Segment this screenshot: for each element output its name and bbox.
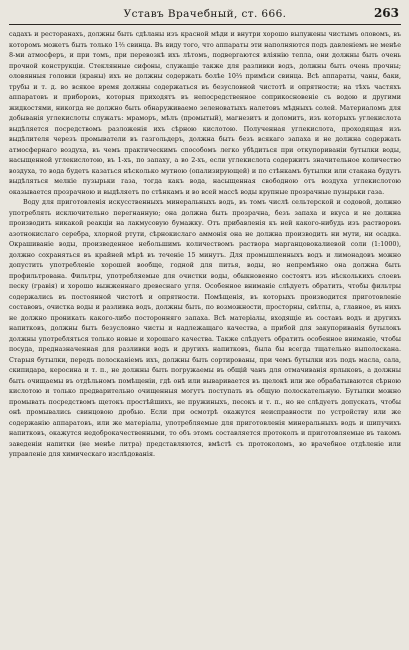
header-rule xyxy=(9,24,401,25)
running-title: Уставъ Врачебный, ст. 666. xyxy=(123,8,287,20)
paragraph-water-preparation: Воду для приготовленія искусственныхъ минеральныхъ водъ, въ томъ числѣ сельтерской и содовой, должно употреблять исключительно перегнанную; она должна быть прозрачна, безъ запаха и вкуса и не должна производить никакой реакціи на лакмусовую бумажку. Отъ прибавленія къ ней какого-нибудь изъ растворовъ азотнокислаго серебра, хлорной ртути, сѣрнокислаго аммонія она не должна производить ни мути, ни осадка. Окрашиваніе воды, произведенное небольшимъ количествомъ раствора марганцовокалиевой соли (1:1000), должно сохраняться въ крайней мѣрѣ въ теченіе 15 минутъ. Для промышленныхъ водъ и лимонадовъ можно допустить употребленіе хорошей вообще, годной для питья, воды, но непремѣнно она должна быть профильтрована. Фильтры, употребляемые для очистки воды, обыкновенно состоятъ изъ нѣсколькихъ слоевъ песку (гравія) и хорошо выжженнаго древеснаго угля. Особенное вниманіе слѣдуетъ обратить, чтобы фильтры содержались въ постоянной чистотѣ и опрятности. Помѣщенія, въ которыхъ производится приготовленіе составовъ, очистка воды и разливка водъ, должны быть, по возможности, просторны, свѣтлы, а, главное, въ нихъ не должно проникать какого-либо посторонняго запаха. Всѣ матеріалы, входящіе въ составъ водъ и другихъ напитковъ, должны быть безусловно чисты и надлежащаго качества, а прибой для закупориванія бутылокъ должны употребляться только новые и хорошаго качества. Также слѣдуетъ обратить особенное вниманіе, чтобы посуда, предназначенная для разливки водъ и другихъ напитковъ, была бы всегда тщательно выполоскана. Старыя бутылки, передъ полосканіемъ ихъ, должны быть сортированы, при чемъ бутылки изъ подъ масла, сала, скипидара, керосина и т. п., не должны быть погружаемы въ общій чанъ для отмачиванія ярлыковъ, а должны быть очищаемы въ отдѣльномъ помѣщеніи, гдѣ онѣ или вываривается въ щелокѣ или же обрабатываются сѣрною кислотою и только предварительно очищенныя могутъ поступать въ общую полоскательную. Бутылки можно промывать посредствомъ щетокъ простѣйшихъ, не пружиныхъ, песокъ и т. п., но не слѣдуетъ допускать, чтобы онѣ промывались свинцовою дробью. Если при осмотрѣ окажутся неисправности по устройству или же содержанію аппаратовъ, или же матеріалы, употребляемые для приготовленія минеральныхъ водъ и шипучихъ напитковъ, окажутся недоброкачественными, то объ этомъ составляется протоколъ и приготовляемые въ такомъ заведеніи напитки (не менѣе литра) представляются, вмѣстѣ съ протоколомъ, во врачебное отдѣленіе или управленіе для химическаго изслѣдованія. xyxy=(9,198,401,458)
paragraph-continued: садахъ и ресторанахъ, должны быть сдѣланы изъ красной мѣди и внутри хорошо вылужены чистымъ оловомъ, въ которомъ можетъ быть только 1⅔ свинца. Въ виду того, что аппараты эти наполняются подъ давленіемъ не менѣе 8-ми атмосферъ, и при томъ, при перевозкѣ ихъ лѣтомъ, подвергаются вліянію тепла, они должны быть очень прочной конструкціи. Стеклянные сифоны, служащіе также для разливки водъ, должны быть очень прочны; оловянныя головки (краны) ихъ не должны содержать болѣе 10⅔ примѣси свинца. Всѣ аппараты, чаны, баки, трубы и т. д. во всякое время должны содержаться въ безусловной чистотѣ и опрятности; на тѣхъ частяхъ аппаратовъ и приборовъ, которыя приходятъ въ непосредственное соприкосновеніе съ водою и другими жидкостями, никогда не должно быть обнаруживаемо зеленоватыхъ налетовъ мѣдныхъ солей. Материаломъ для добыванія углекислоты служатъ: мраморъ, мѣлъ (промытый), магнезитъ и доломитъ, изъ которыхъ углекислота выдѣляется посредствомъ разложенія ихъ сѣрною кислотою. Полученная углекислота, проходящая изъ выдѣлителя черезъ промыватели въ газгольдеръ, должна быть безъ всякаго запаха и не должна содержать атмосфернаго воздуха, въ чемъ практическимъ способомъ легко убѣдиться при откупориваніи бутылки воды, насыщенной углекислотою, въ 1-хъ, по запаху, а во 2-хъ, если углекислота содержитъ значительное количество воздуха, то вода будетъ казаться нѣсколько мутною (опализирующей) и по стѣнкамъ бутылки или стакана будутъ выдѣляться мелкіе пузырьки газа, тогда какъ вода, насыщенная свободною отъ воздуха углекислотою оказывается прозрачною и выдѣляетъ по стѣнкамъ и во всей массѣ воды крупные прозрачные пузырьки газа. xyxy=(9,30,401,196)
running-header xyxy=(9,7,401,21)
body-text xyxy=(9,29,401,460)
page-number: 263 xyxy=(373,6,399,20)
